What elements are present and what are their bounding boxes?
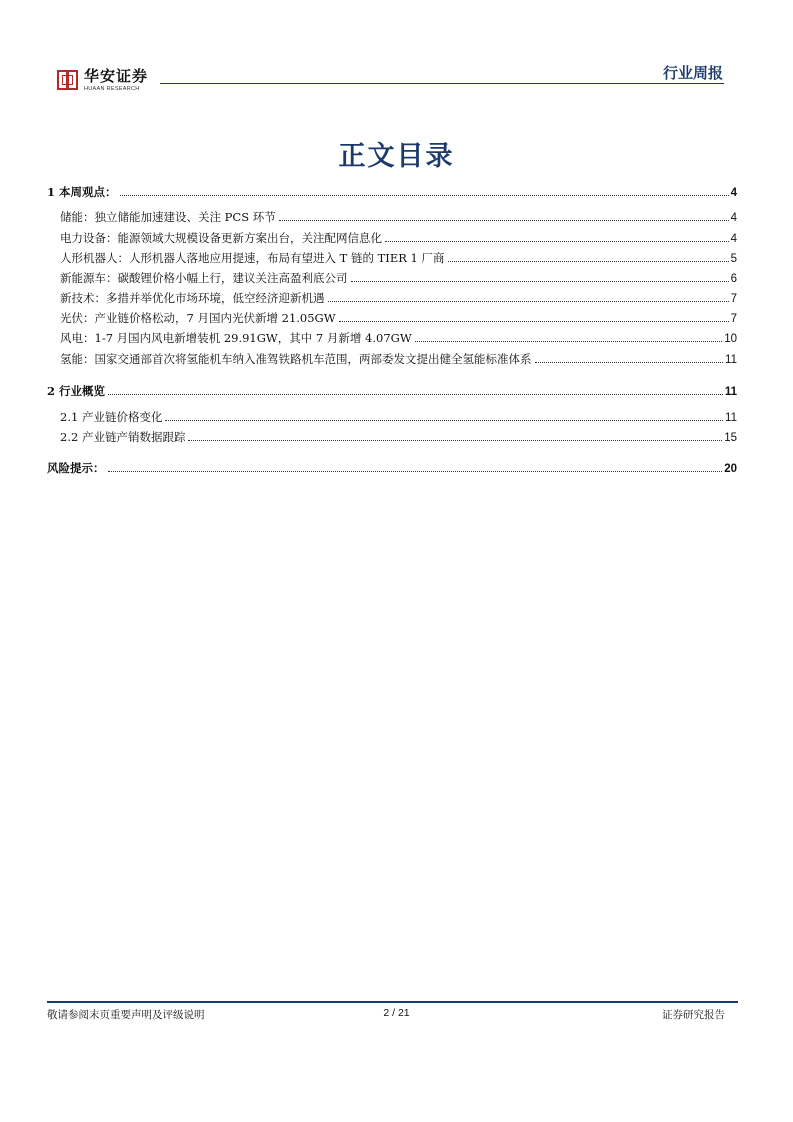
toc-entry-title: 1 本周观点： xyxy=(47,185,117,199)
toc-entry[interactable] xyxy=(47,428,737,447)
toc-entry-page: 7 xyxy=(730,293,737,305)
toc-entry-title: 电力设备：能源领域大规模设备更新方案出台，关注配网信息化 xyxy=(60,231,382,245)
toc-entry-title: 光伏：产业链价格松动，7 月国内光伏新增 21.05GW xyxy=(60,311,336,325)
page-title: 正文目录 xyxy=(338,141,455,172)
toc-dot-leader xyxy=(108,471,723,472)
toc-dot-leader xyxy=(328,301,729,302)
toc-dot-leader xyxy=(415,341,723,342)
toc-dot-leader xyxy=(351,281,729,282)
toc-entry-title: 2 行业概览 xyxy=(47,384,106,398)
toc-entry-page: 11 xyxy=(725,354,737,366)
toc-entry-page: 4 xyxy=(730,187,737,199)
header-divider xyxy=(160,83,724,84)
footer-divider xyxy=(47,1001,738,1003)
toc-entry-title: 新技术：多措并举优化市场环境，低空经济迎新机遇 xyxy=(60,291,325,305)
page-number: 2 / 21 xyxy=(383,1007,410,1019)
toc-dot-leader xyxy=(385,241,729,242)
toc-entry[interactable] xyxy=(47,208,737,227)
toc-entry-page: 10 xyxy=(724,333,737,345)
report-type: 行业周报 xyxy=(662,64,723,82)
toc-entry-title: 氢能：国家交通部首次将氢能机车纳入准驾铁路机车范围，两部委发文提出健全氢能标准体系 xyxy=(60,352,532,366)
toc-entry-page: 5 xyxy=(730,253,737,265)
toc-dot-leader xyxy=(120,195,729,196)
toc-entry-title: 风电：1-7 月国内风电新增装机 29.91GW，其中 7 月新增 4.07GW xyxy=(60,331,412,345)
toc-entry-page: 4 xyxy=(730,233,737,245)
toc-dot-leader xyxy=(188,440,722,441)
toc-entry-page: 15 xyxy=(724,432,737,444)
logo-subtitle: HUAAN RESEARCH xyxy=(84,86,140,92)
toc-entry-page: 11 xyxy=(724,386,737,398)
toc-entry-title: 新能源车：碳酸锂价格小幅上行，建议关注高盈利底公司 xyxy=(60,271,348,285)
toc-entry[interactable] xyxy=(47,249,737,268)
toc-dot-leader xyxy=(448,261,729,262)
toc-entry-page: 11 xyxy=(725,412,737,424)
toc-entry-title: 风险提示： xyxy=(47,461,105,475)
toc-entry-title: 2.2 产业链产销数据跟踪 xyxy=(60,430,186,444)
toc-entry-page: 7 xyxy=(730,313,737,325)
toc-entry[interactable] xyxy=(47,183,737,202)
toc-entry-page: 4 xyxy=(730,212,737,224)
toc-entry[interactable] xyxy=(47,229,737,248)
logo-name: 华安证券 xyxy=(84,67,149,85)
toc-dot-leader xyxy=(535,362,724,363)
toc-entry[interactable] xyxy=(47,382,737,401)
footer-disclaimer: 敬请参阅末页重要声明及评级说明 xyxy=(47,1009,205,1021)
toc-entry[interactable] xyxy=(47,309,737,328)
toc-entry[interactable] xyxy=(47,459,737,478)
toc-entry[interactable] xyxy=(47,408,737,427)
toc-entry-page: 6 xyxy=(730,273,737,285)
huaan-logo-icon xyxy=(57,70,78,90)
toc-dot-leader xyxy=(165,420,723,421)
toc-entry-title: 储能：独立储能加速建设、关注 PCS 环节 xyxy=(60,210,276,224)
toc-entry-title: 2.1 产业链价格变化 xyxy=(60,410,163,424)
toc-dot-leader xyxy=(339,321,729,322)
footer-doc-type: 证券研究报告 xyxy=(662,1009,725,1021)
toc-entry[interactable] xyxy=(47,350,737,369)
toc-dot-leader xyxy=(108,394,723,395)
toc-dot-leader xyxy=(279,220,729,221)
toc-entry-page: 20 xyxy=(724,463,737,475)
toc-entry[interactable] xyxy=(47,289,737,308)
toc-entry[interactable] xyxy=(47,329,737,348)
toc-entry[interactable] xyxy=(47,269,737,288)
toc-entry-title: 人形机器人：人形机器人落地应用提速，布局有望进入 T 链的 TIER 1 厂商 xyxy=(60,251,445,265)
